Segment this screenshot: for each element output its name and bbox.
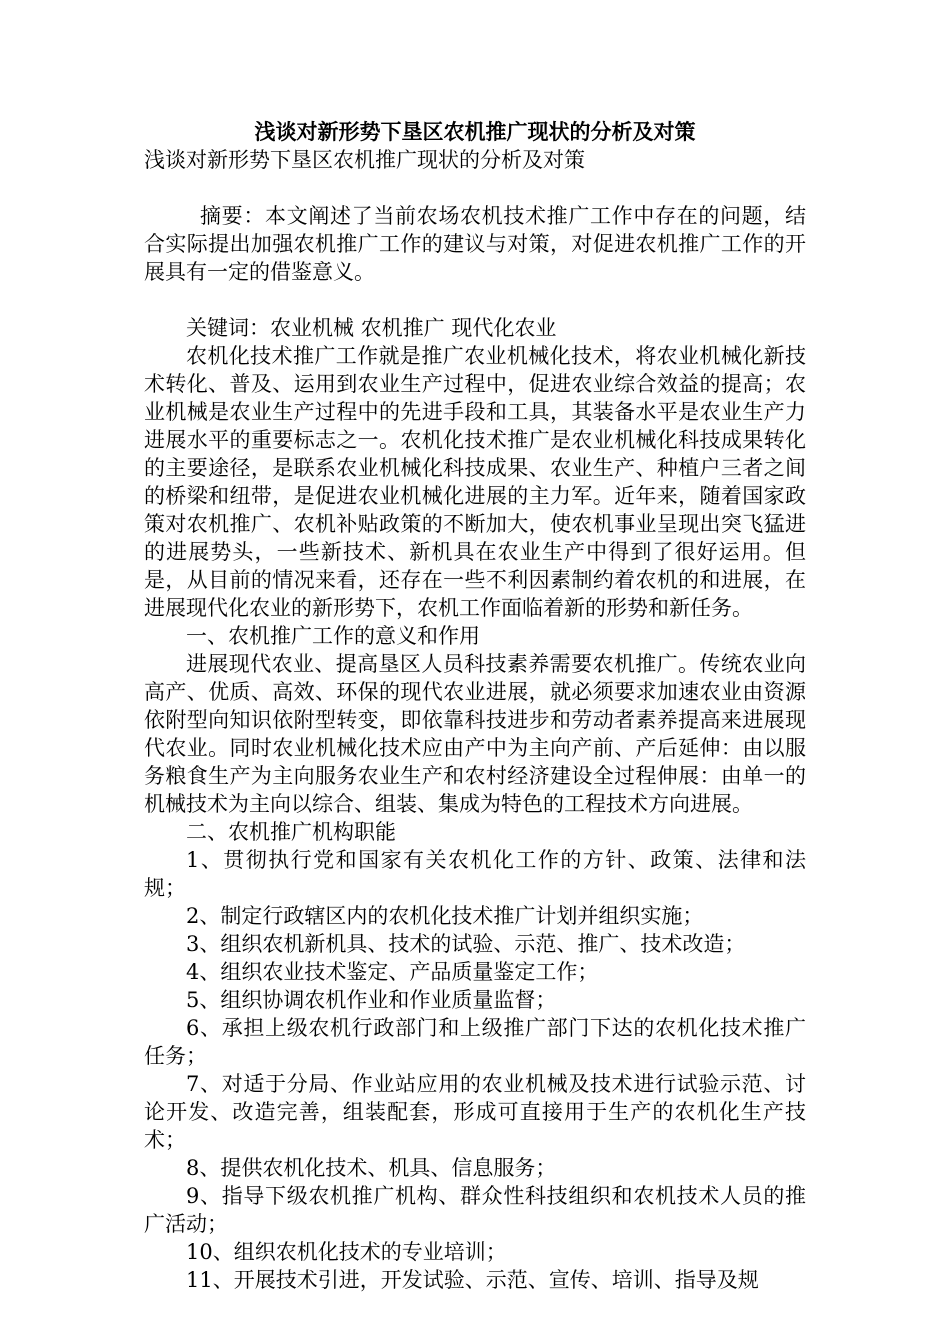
section-heading: 一、农机推广工作的意义和作用 bbox=[186, 624, 480, 648]
blank-line bbox=[144, 286, 806, 314]
list-item: 8、提供农机化技术、机具、信息服务； bbox=[186, 1156, 557, 1180]
list-item: 10、组织农机化技术的专业培训； bbox=[186, 1240, 507, 1264]
body-paragraph: 进展现代农业、提高垦区人员科技素养需要农机推广。传统农业向高产、优质、高效、环保的现代农业进展，就必须要求加速农业由资源依附型向知识依附型转变，即依靠科技进步和劳动者素养提高来进展现代农业。同时农业机械化技术应由产中为主向产前、产后延伸：由以服务粮食生产为主向服务农业生产和农村经济建设全过程伸展：由单一的机械技术为主向以综合、组装、集成为特色的工程技术方向进展。 bbox=[144, 652, 806, 816]
list-item: 6、承担上级农机行政部门和上级推广部门下达的农机化技术推广任务； bbox=[144, 1016, 806, 1068]
list-item: 2、制定行政辖区内的农机化技术推广计划并组织实施； bbox=[186, 904, 704, 928]
document-title: 浅谈对新形势下垦区农机推广现状的分析及对策 bbox=[254, 120, 696, 144]
list-item: 7、对适于分局、作业站应用的农业机械及技术进行试验示范、讨论开发、改造完善，组装配套，形成可直接用于生产的农机化生产技术； bbox=[144, 1072, 806, 1152]
section-heading: 二、农机推广机构职能 bbox=[186, 820, 396, 844]
list-item: 11、开展技术引进，开发试验、示范、宣传、培训、指导及规 bbox=[186, 1268, 759, 1292]
list-item: 9、指导下级农机推广机构、群众性科技组织和农机技术人员的推广活动； bbox=[144, 1184, 806, 1236]
list-item: 4、组织农业技术鉴定、产品质量鉴定工作； bbox=[186, 960, 599, 984]
list-item: 5、组织协调农机作业和作业质量监督； bbox=[186, 988, 557, 1012]
list-item: 3、组织农机新机具、技术的试验、示范、推广、技术改造； bbox=[186, 932, 746, 956]
body-paragraph: 农机化技术推广工作就是推广农业机械化技术，将农业机械化新技术转化、普及、运用到农业生产过程中，促进农业综合效益的提高；农业机械是农业生产过程中的先进手段和工具，其装备水平是农业生产力进展水平的重要标志之一。农机化技术推广是农业机械化科技成果转化的主要途径，是联系农业机械化科技成果、农业生产、种植户三者之间的桥梁和纽带，是促进农业机械化进展的主力军。近年来，随着国家政策对农机推广、农机补贴政策的不断加大，使农机事业呈现出突飞猛进的进展势头，一些新技术、新机具在农业生产中得到了很好运用。但是，从目前的情况来看，还存在一些不利因素制约着农机的和进展，在进展现代化农业的新形势下，农机工作面临着新的形势和新任务。 bbox=[144, 344, 806, 620]
document-subtitle: 浅谈对新形势下垦区农机推广现状的分析及对策 bbox=[144, 148, 585, 172]
list-item: 1、贯彻执行党和国家有关农机化工作的方针、政策、法律和法规； bbox=[144, 848, 806, 900]
keywords: 关键词：农业机械 农机推广 现代化农业 bbox=[186, 316, 557, 340]
document-page bbox=[144, 118, 806, 1294]
blank-line bbox=[144, 174, 806, 202]
abstract: 摘要：本文阐述了当前农场农机技术推广工作中存在的问题，结合实际提出加强农机推广工作的建议与对策，对促进农机推广工作的开展具有一定的借鉴意义。 bbox=[144, 204, 806, 284]
